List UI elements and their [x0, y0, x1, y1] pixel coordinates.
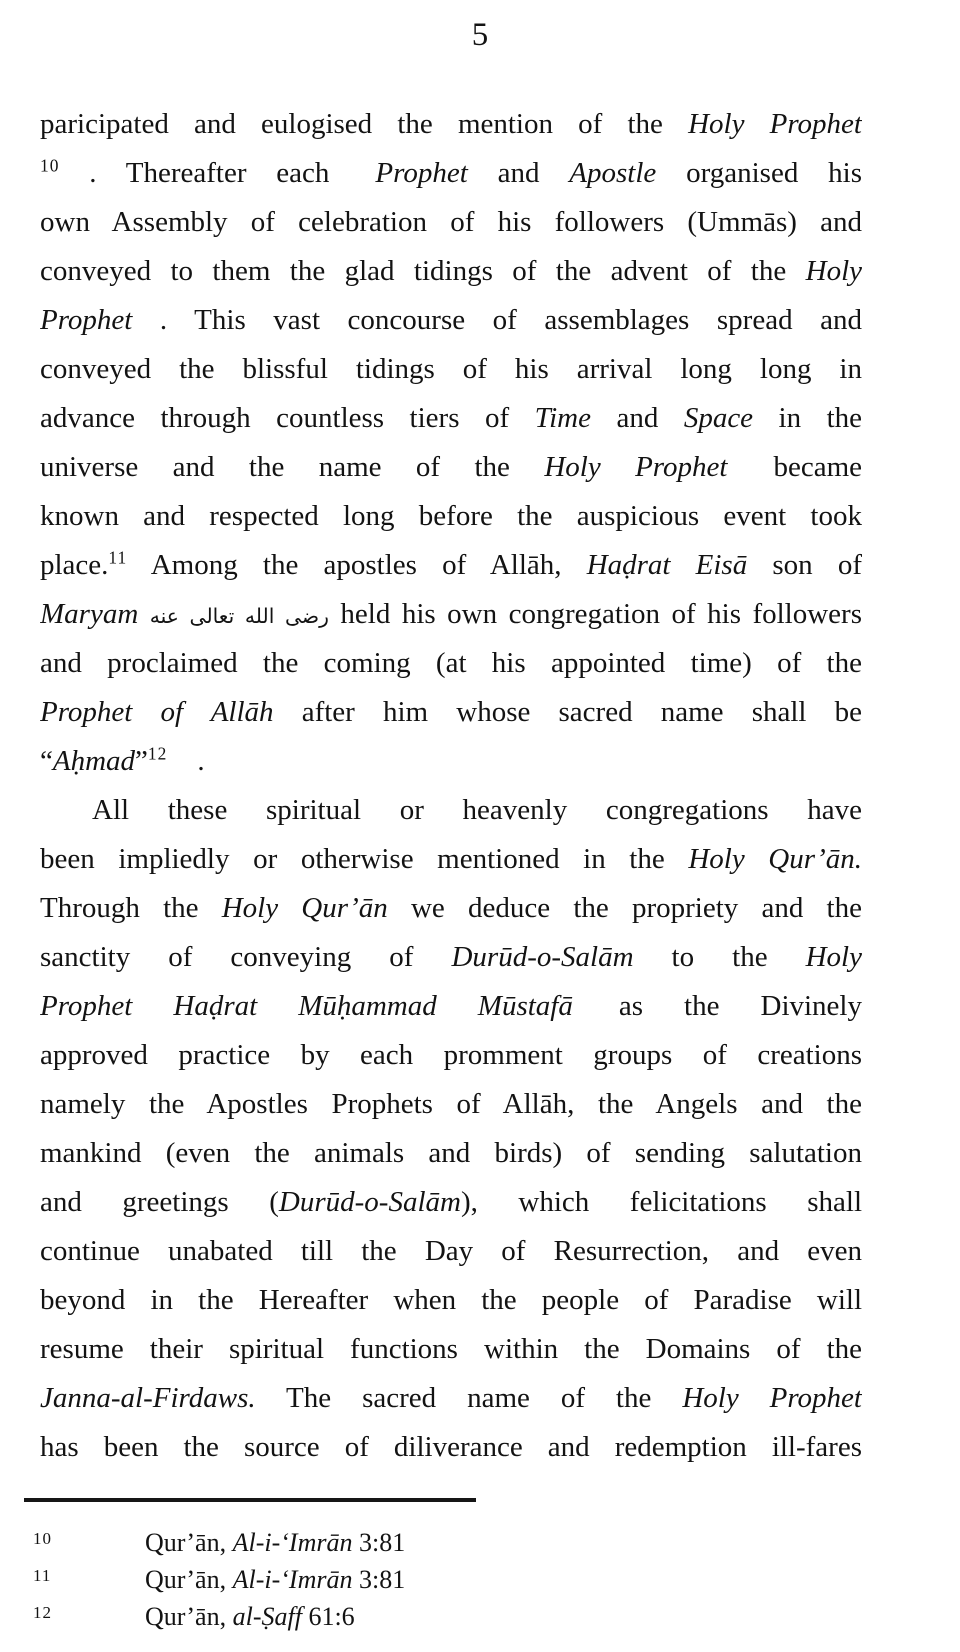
italic-text: Time [534, 402, 591, 434]
text-segment: and [467, 157, 570, 189]
text-segment: approved practice by each promment groups of creations [40, 1039, 862, 1071]
text-segment: resume their spiritual functions within the Domains of the [40, 1333, 862, 1365]
italic-text: Al-i-‘Imrān [232, 1565, 353, 1594]
text-line [40, 492, 862, 541]
text-segment: All these spiritual or heavenly congregations have [92, 794, 862, 826]
text-line [40, 1325, 862, 1374]
italic-text: Prophet of Allāh [40, 696, 274, 728]
italic-text: Prophet [40, 304, 133, 336]
text-segment: in the [753, 402, 862, 434]
page-body [40, 100, 862, 1472]
footnote-row [33, 1524, 960, 1561]
text-line [40, 100, 862, 149]
italic-text: Apostle [569, 157, 657, 189]
italic-text: Holy Prophet [544, 451, 728, 483]
text-segment: own Assembly of celebration of his followers (Ummās) and [40, 206, 862, 238]
italic-text: Holy [805, 255, 862, 287]
text-line [40, 884, 862, 933]
text-line [40, 1178, 862, 1227]
text-segment: Through the [40, 892, 222, 924]
text-segment: . This vast concourse of assemblages spread and [132, 304, 862, 336]
footnotes [33, 1524, 960, 1635]
italic-text: Prophet Haḍrat Mūḥammad Mūstafā [40, 990, 573, 1022]
text-segment: advance through countless tiers of [40, 402, 535, 434]
text-segment: . [197, 745, 205, 777]
italic-text: Durūd-o-Salām [278, 1186, 461, 1218]
text-segment: Qur’ān, [145, 1602, 233, 1631]
italic-text: Prophet [375, 157, 468, 189]
text-line [40, 1423, 862, 1472]
text-segment: been impliedly or otherwise mentioned in the [40, 843, 689, 875]
footnote-separator [24, 1498, 476, 1502]
text-segment: became [773, 451, 862, 483]
text-segment: 61:6 [301, 1602, 355, 1631]
text-segment: sanctity of conveying of [40, 941, 452, 973]
text-line [40, 835, 862, 884]
text-line [40, 590, 862, 639]
footnote-text [145, 1524, 960, 1561]
text-line [40, 1129, 862, 1178]
text-line [40, 443, 862, 492]
italic-text: Holy [805, 941, 862, 973]
text-line [40, 688, 862, 737]
text-line [40, 639, 862, 688]
footnote-number: 10 [33, 1529, 52, 1548]
italic-text: Space [683, 402, 754, 434]
text-segment: held his own congregation of his followers [328, 598, 862, 630]
text-segment [138, 598, 150, 630]
footnote-row [33, 1561, 960, 1598]
italic-text: Holy Qur’ān [221, 892, 388, 924]
text-line [40, 149, 862, 198]
text-segment: known and respected long before the auspicious event took [40, 500, 862, 532]
italic-text: Durūd-o-Salām [451, 941, 634, 973]
italic-text: Holy Prophet [682, 1382, 862, 1414]
text-line [40, 1080, 862, 1129]
text-segment: ” [135, 745, 148, 777]
text-segment: conveyed to them the glad tidings of the advent of the [40, 255, 806, 287]
text-line [40, 1227, 862, 1276]
text-segment: and proclaimed the coming (at his appointed time) of the [40, 647, 862, 679]
text-line [40, 345, 862, 394]
italic-text: Holy Qur’ān. [688, 843, 862, 875]
italic-text: Haḍrat Eisā [586, 549, 748, 581]
text-segment: Qur’ān, [145, 1528, 233, 1557]
page-number: 5 [471, 17, 489, 53]
text-segment: mankind (even the animals and birds) of sending salutation [40, 1137, 862, 1169]
text-segment: continue unabated till the Day of Resurrection, and even [40, 1235, 862, 1267]
text-segment: has been the source of diliverance and redemption ill-fares [40, 1431, 862, 1463]
text-segment: conveyed the blissful tidings of his arrival long long in [40, 353, 862, 385]
text-line [40, 247, 862, 296]
text-segment: 3:81 [352, 1565, 406, 1594]
italic-text: Holy Prophet [688, 108, 862, 140]
text-line [40, 786, 862, 835]
text-line [40, 198, 862, 247]
footnote-text [145, 1561, 960, 1598]
footnote-reference-marker: 11 [108, 547, 128, 568]
italic-text: Aḥmad [52, 745, 136, 777]
italic-text: al-Ṣaff [232, 1602, 302, 1631]
text-line [40, 541, 862, 590]
text-segment: to the [633, 941, 806, 973]
footnote-reference-marker: 12 [147, 743, 168, 764]
text-segment: beyond in the Hereafter when the people of Paradise will [40, 1284, 862, 1316]
text-segment: after him whose sacred name shall be [273, 696, 862, 728]
text-line [40, 296, 862, 345]
text-segment: 3:81 [352, 1528, 406, 1557]
italic-text: Al-i-‘Imrān [232, 1528, 353, 1557]
text-segment: and [590, 402, 684, 434]
text-line [40, 394, 862, 443]
text-segment: we deduce the propriety and the [387, 892, 862, 924]
footnote-number: 12 [33, 1603, 52, 1622]
text-line [40, 1276, 862, 1325]
text-segment: organised his [656, 157, 862, 189]
text-segment: universe and the name of the [40, 451, 545, 483]
text-line [40, 1031, 862, 1080]
text-segment: and greetings ( [40, 1186, 279, 1218]
footnote-text [145, 1598, 960, 1635]
footnote-number: 11 [33, 1566, 52, 1585]
text-line [40, 1374, 862, 1423]
footnote-reference-marker: 10 [40, 155, 60, 176]
text-segment: namely the Apostles Prophets of Allāh, the Angels and the [40, 1088, 862, 1120]
italic-text: Maryam [40, 598, 139, 630]
text-line [40, 982, 862, 1031]
text-segment: Among the apostles of Allāh, [127, 549, 587, 581]
text-segment: as the Divinely [618, 990, 862, 1022]
text-segment: place. [40, 549, 109, 581]
text-segment: Qur’ān, [145, 1565, 233, 1594]
text-segment: paricipated and eulogised the mention of the [40, 108, 689, 140]
text-line [40, 737, 862, 786]
footnote-row [33, 1598, 960, 1635]
text-segment: son of [747, 549, 862, 581]
text-segment: The sacred name of the [255, 1382, 683, 1414]
text-segment: . Thereafter each [59, 157, 330, 189]
arabic-honorific: رضى الله تعالى عنه [149, 604, 329, 628]
text-line [40, 933, 862, 982]
italic-text: Janna-al-Firdaws. [40, 1382, 256, 1414]
text-segment: “ [40, 745, 53, 777]
text-segment: ), which felicitations shall [460, 1186, 862, 1218]
